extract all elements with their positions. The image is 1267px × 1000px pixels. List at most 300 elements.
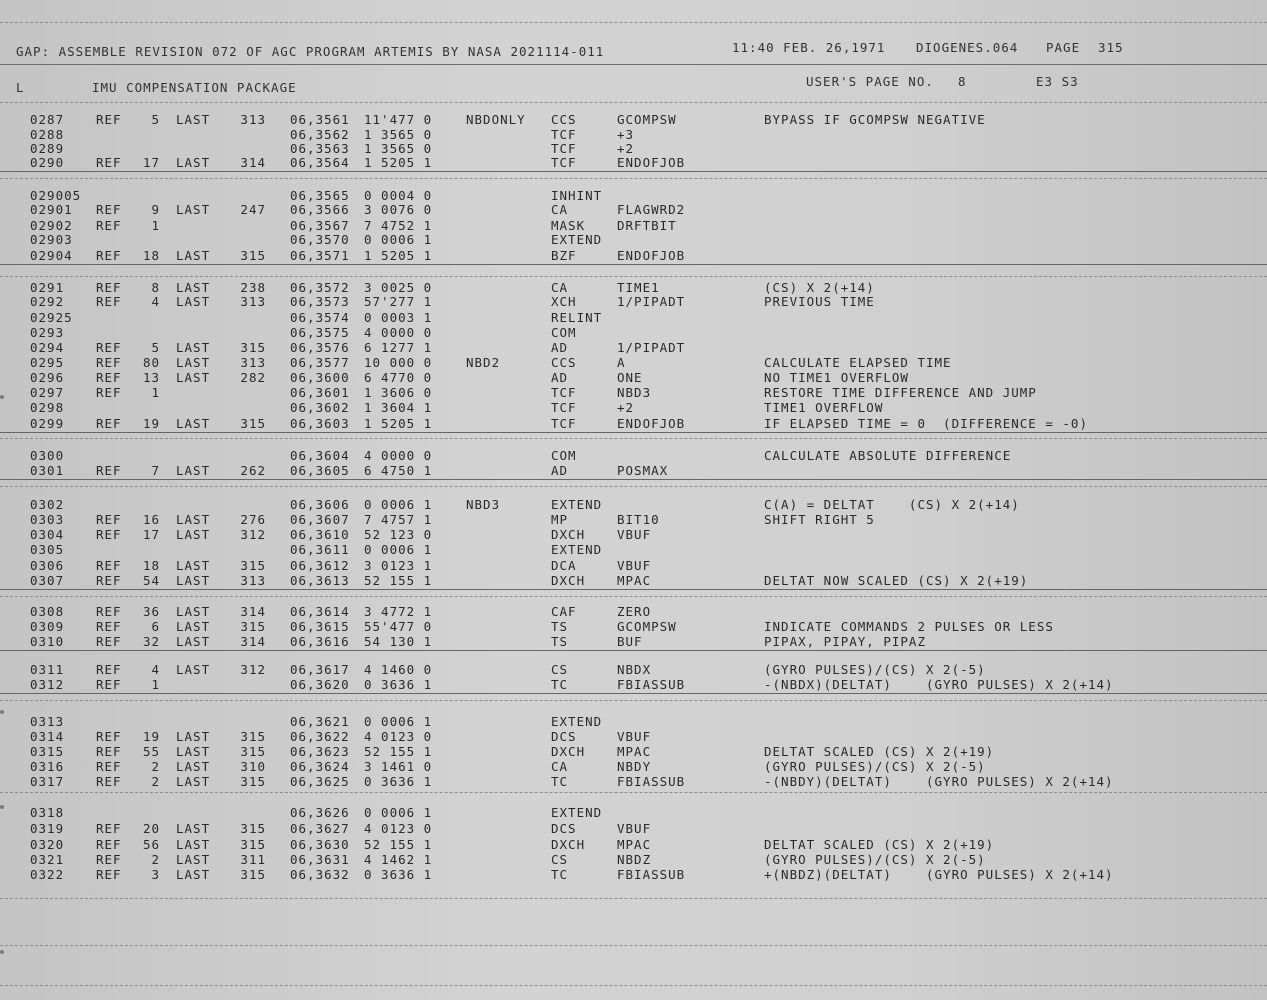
ref-count: 56 [142, 837, 160, 852]
octal-word: 0 0006 1 [364, 232, 433, 247]
operand: MPAC [617, 573, 652, 588]
memory-address: 06,3567 [290, 218, 350, 233]
listing-row [0, 416, 1267, 433]
last-keyword: LAST [176, 202, 211, 217]
line-number: 0298 [30, 400, 65, 415]
ref-keyword: REF [96, 759, 122, 774]
comment: DELTAT SCALED (CS) X 2(+19) [764, 744, 995, 759]
memory-address: 06,3630 [290, 837, 350, 852]
last-keyword: LAST [176, 662, 211, 677]
opcode: CA [551, 202, 569, 217]
opcode: RELINT [551, 310, 603, 325]
opcode: AD [551, 340, 569, 355]
opcode: CA [551, 280, 569, 295]
opcode: AD [551, 463, 569, 478]
line-number: 0295 [30, 355, 65, 370]
listing-row [0, 370, 1267, 386]
operand: +2 [617, 400, 635, 415]
ref-keyword: REF [96, 662, 122, 677]
octal-word: 52 155 1 [364, 837, 433, 852]
line-number: 0300 [30, 448, 65, 463]
octal-word: 7 4752 1 [364, 218, 433, 233]
operand: ENDOFJOB [617, 416, 686, 431]
octal-word: 10 000 0 [364, 355, 433, 370]
ref-count: 32 [142, 634, 160, 649]
memory-address: 06,3616 [290, 634, 350, 649]
ref-count: 2 [151, 852, 160, 867]
memory-address: 06,3621 [290, 714, 350, 729]
line-number: 0302 [30, 497, 65, 512]
ref-keyword: REF [96, 573, 122, 588]
memory-address: 06,3601 [290, 385, 350, 400]
users-page-label: USER'S PAGE NO. [806, 74, 934, 89]
memory-address: 06,3612 [290, 558, 350, 573]
comment: NO TIME1 OVERFLOW [764, 370, 909, 385]
opcode: TCF [551, 385, 577, 400]
opcode: CS [551, 662, 569, 677]
opcode: MP [551, 512, 569, 527]
listing-row [0, 202, 1267, 218]
memory-address: 06,3613 [290, 573, 350, 588]
listing-row [0, 232, 1267, 248]
ref-keyword: REF [96, 774, 122, 789]
last-page: 313 [240, 573, 266, 588]
paper-rule [0, 945, 1267, 946]
ref-count: 4 [151, 294, 160, 309]
line-number: 02925 [30, 310, 73, 325]
octal-word: 0 0003 1 [364, 310, 433, 325]
line-number: 02903 [30, 232, 73, 247]
octal-word: 6 1277 1 [364, 340, 433, 355]
line-number: 0299 [30, 416, 65, 431]
operand: A [617, 355, 626, 370]
operand: FBIASSUB [617, 774, 686, 789]
ref-count: 9 [151, 202, 160, 217]
ref-count: 19 [142, 729, 160, 744]
line-number: 0322 [30, 867, 65, 882]
octal-word: 3 1461 0 [364, 759, 433, 774]
last-keyword: LAST [176, 248, 211, 263]
listing-row [0, 112, 1267, 128]
memory-address: 06,3565 [290, 188, 350, 203]
memory-address: 06,3575 [290, 325, 350, 340]
paper-rule [0, 438, 1267, 439]
last-keyword: LAST [176, 759, 211, 774]
listing-row [0, 385, 1267, 401]
listing-row [0, 310, 1267, 326]
comment: RESTORE TIME DIFFERENCE AND JUMP [764, 385, 1037, 400]
line-number: 0288 [30, 127, 65, 142]
paper-rule [0, 700, 1267, 701]
memory-address: 06,3605 [290, 463, 350, 478]
comment: INDICATE COMMANDS 2 PULSES OR LESS [764, 619, 1054, 634]
comment: CALCULATE ABSOLUTE DIFFERENCE [764, 448, 1012, 463]
ref-keyword: REF [96, 112, 122, 127]
last-page: 315 [240, 837, 266, 852]
listing-row [0, 248, 1267, 265]
octal-word: 0 0006 1 [364, 805, 433, 820]
listing-row [0, 340, 1267, 356]
last-keyword: LAST [176, 370, 211, 385]
opcode: EXTEND [551, 542, 603, 557]
last-page: 314 [240, 634, 266, 649]
operand: 1/PIPADT [617, 294, 686, 309]
ref-count: 2 [151, 759, 160, 774]
operand: +3 [617, 127, 635, 142]
octal-word: 3 0123 1 [364, 558, 433, 573]
opcode: CAF [551, 604, 577, 619]
paper-rule [0, 276, 1267, 277]
memory-address: 06,3623 [290, 744, 350, 759]
paper-rule [0, 102, 1267, 103]
operand: FBIASSUB [617, 867, 686, 882]
comment: IF ELAPSED TIME = 0 (DIFFERENCE = -0) [764, 416, 1088, 431]
listing-row [0, 729, 1267, 745]
octal-word: 4 0000 0 [364, 325, 433, 340]
octal-word: 4 0123 0 [364, 729, 433, 744]
last-page: 247 [240, 202, 266, 217]
memory-address: 06,3624 [290, 759, 350, 774]
line-number: 0301 [30, 463, 65, 478]
octal-word: 6 4770 0 [364, 370, 433, 385]
memory-address: 06,3626 [290, 805, 350, 820]
last-page: 315 [240, 867, 266, 882]
paper-rule [0, 486, 1267, 487]
opcode: CCS [551, 355, 577, 370]
comment: (GYRO PULSES)/(CS) X 2(-5) [764, 662, 986, 677]
last-page: 312 [240, 662, 266, 677]
line-number: 0289 [30, 141, 65, 156]
listing-user: DIOGENES.064 [916, 40, 1019, 55]
memory-address: 06,3573 [290, 294, 350, 309]
opcode: DCS [551, 821, 577, 836]
octal-word: 4 1460 0 [364, 662, 433, 677]
ref-count: 1 [151, 677, 160, 692]
ref-count: 7 [151, 463, 160, 478]
ref-keyword: REF [96, 604, 122, 619]
listing-row [0, 294, 1267, 310]
listing-row [0, 512, 1267, 528]
ref-keyword: REF [96, 677, 122, 692]
tractor-hole [0, 950, 4, 954]
last-page: 310 [240, 759, 266, 774]
memory-address: 06,3564 [290, 155, 350, 170]
opcode: CCS [551, 112, 577, 127]
memory-address: 06,3576 [290, 340, 350, 355]
opcode: COM [551, 448, 577, 463]
opcode: TCF [551, 416, 577, 431]
memory-address: 06,3631 [290, 852, 350, 867]
listing-row [0, 821, 1267, 837]
opcode: EXTEND [551, 714, 603, 729]
last-page: 313 [240, 355, 266, 370]
ref-keyword: REF [96, 155, 122, 170]
comment: CALCULATE ELAPSED TIME [764, 355, 952, 370]
listing-row [0, 558, 1267, 574]
octal-word: 57'277 1 [364, 294, 433, 309]
opcode: DXCH [551, 527, 586, 542]
listing-row [0, 463, 1267, 480]
ref-keyword: REF [96, 218, 122, 233]
memory-address: 06,3604 [290, 448, 350, 463]
operand: 1/PIPADT [617, 340, 686, 355]
opcode: MASK [551, 218, 586, 233]
last-page: 315 [240, 619, 266, 634]
opcode: CA [551, 759, 569, 774]
ref-count: 16 [142, 512, 160, 527]
last-page: 314 [240, 604, 266, 619]
last-page: 276 [240, 512, 266, 527]
octal-word: 55'477 0 [364, 619, 433, 634]
line-number: 0313 [30, 714, 65, 729]
paper-rule [0, 64, 1267, 65]
ref-count: 55 [142, 744, 160, 759]
line-number: 029005 [30, 188, 82, 203]
listing-row [0, 662, 1267, 678]
listing-row [0, 867, 1267, 883]
opcode: COM [551, 325, 577, 340]
memory-address: 06,3611 [290, 542, 350, 557]
last-page: 315 [240, 774, 266, 789]
line-number: 0311 [30, 662, 65, 677]
paper-rule [0, 792, 1267, 793]
octal-word: 0 0006 1 [364, 542, 433, 557]
opcode: TC [551, 677, 569, 692]
opcode: TS [551, 619, 569, 634]
memory-address: 06,3614 [290, 604, 350, 619]
memory-address: 06,3610 [290, 527, 350, 542]
last-keyword: LAST [176, 852, 211, 867]
ref-count: 2 [151, 774, 160, 789]
comment: (GYRO PULSES)/(CS) X 2(-5) [764, 852, 986, 867]
opcode: DCS [551, 729, 577, 744]
last-keyword: LAST [176, 774, 211, 789]
octal-word: 0 3636 1 [364, 677, 433, 692]
listing-row [0, 325, 1267, 341]
listing-row [0, 355, 1267, 371]
octal-word: 6 4750 1 [364, 463, 433, 478]
last-keyword: LAST [176, 527, 211, 542]
ref-count: 5 [151, 340, 160, 355]
line-number: 0317 [30, 774, 65, 789]
opcode: BZF [551, 248, 577, 263]
paper-rule [0, 22, 1267, 23]
ref-keyword: REF [96, 634, 122, 649]
listing-row [0, 759, 1267, 775]
ref-count: 54 [142, 573, 160, 588]
listing-row [0, 677, 1267, 694]
listing-timestamp: 11:40 FEB. 26,1971 [732, 40, 886, 55]
ref-count: 4 [151, 662, 160, 677]
operand: BUF [617, 634, 643, 649]
octal-word: 0 3636 1 [364, 774, 433, 789]
memory-address: 06,3561 [290, 112, 350, 127]
last-keyword: LAST [176, 619, 211, 634]
octal-word: 3 0025 0 [364, 280, 433, 295]
comment: TIME1 OVERFLOW [764, 400, 884, 415]
line-number: 0287 [30, 112, 65, 127]
octal-word: 0 0006 1 [364, 714, 433, 729]
paper-rule [0, 178, 1267, 179]
listing-row [0, 852, 1267, 868]
line-number: 0291 [30, 280, 65, 295]
line-number: 0307 [30, 573, 65, 588]
code-label: NBD3 [466, 497, 501, 512]
ref-count: 5 [151, 112, 160, 127]
memory-address: 06,3606 [290, 497, 350, 512]
last-page: 238 [240, 280, 266, 295]
line-number: 02902 [30, 218, 73, 233]
memory-address: 06,3625 [290, 774, 350, 789]
line-number: 0304 [30, 527, 65, 542]
code-label: NBD2 [466, 355, 501, 370]
ref-keyword: REF [96, 744, 122, 759]
ref-keyword: REF [96, 558, 122, 573]
line-number: 0314 [30, 729, 65, 744]
last-page: 315 [240, 340, 266, 355]
listing-row [0, 527, 1267, 543]
code-label: NBDONLY [466, 112, 526, 127]
line-number: 0306 [30, 558, 65, 573]
line-number: 0319 [30, 821, 65, 836]
listing-row [0, 714, 1267, 730]
opcode: TCF [551, 127, 577, 142]
section-marker: L [16, 80, 25, 95]
last-page: 282 [240, 370, 266, 385]
memory-address: 06,3617 [290, 662, 350, 677]
last-keyword: LAST [176, 604, 211, 619]
octal-word: 3 0076 0 [364, 202, 433, 217]
ref-count: 18 [142, 248, 160, 263]
opcode: XCH [551, 294, 577, 309]
line-number: 0321 [30, 852, 65, 867]
listing-row [0, 805, 1267, 821]
ref-count: 6 [151, 619, 160, 634]
ref-keyword: REF [96, 340, 122, 355]
opcode: EXTEND [551, 805, 603, 820]
memory-address: 06,3577 [290, 355, 350, 370]
operand: ONE [617, 370, 643, 385]
page-label: PAGE [1046, 40, 1081, 55]
line-number: 0292 [30, 294, 65, 309]
opcode: DXCH [551, 837, 586, 852]
listing-row [0, 400, 1267, 416]
last-keyword: LAST [176, 280, 211, 295]
comment: BYPASS IF GCOMPSW NEGATIVE [764, 112, 986, 127]
listing-row [0, 837, 1267, 853]
octal-word: 3 4772 1 [364, 604, 433, 619]
listing-row [0, 448, 1267, 464]
ref-count: 1 [151, 218, 160, 233]
octal-word: 1 3606 0 [364, 385, 433, 400]
ref-count: 8 [151, 280, 160, 295]
operand: VBUF [617, 821, 652, 836]
line-number: 0310 [30, 634, 65, 649]
ref-keyword: REF [96, 385, 122, 400]
operand: FLAGWRD2 [617, 202, 686, 217]
operand: BIT10 [617, 512, 660, 527]
listing-row [0, 619, 1267, 635]
listing-row [0, 604, 1267, 620]
operand: MPAC [617, 744, 652, 759]
operand: FBIASSUB [617, 677, 686, 692]
listing-title: GAP: ASSEMBLE REVISION 072 OF AGC PROGRAM ARTEMIS BY NASA 2021114-011 [16, 44, 605, 59]
octal-word: 4 0000 0 [364, 448, 433, 463]
ref-count: 1 [151, 385, 160, 400]
last-keyword: LAST [176, 837, 211, 852]
last-keyword: LAST [176, 512, 211, 527]
octal-word: 7 4757 1 [364, 512, 433, 527]
operand: NBDX [617, 662, 652, 677]
line-number: 0296 [30, 370, 65, 385]
opcode: TS [551, 634, 569, 649]
memory-address: 06,3570 [290, 232, 350, 247]
memory-address: 06,3600 [290, 370, 350, 385]
operand: MPAC [617, 837, 652, 852]
octal-word: 4 1462 1 [364, 852, 433, 867]
listing-row [0, 497, 1267, 513]
last-page: 315 [240, 744, 266, 759]
ref-keyword: REF [96, 355, 122, 370]
last-keyword: LAST [176, 155, 211, 170]
ref-keyword: REF [96, 821, 122, 836]
octal-word: 1 3565 0 [364, 127, 433, 142]
octal-word: 1 5205 1 [364, 416, 433, 431]
comment: +(NBDZ)(DELTAT) (GYRO PULSES) X 2(+14) [764, 867, 1114, 882]
octal-word: 1 5205 1 [364, 155, 433, 170]
last-keyword: LAST [176, 634, 211, 649]
operand: ZERO [617, 604, 652, 619]
octal-word: 1 3565 0 [364, 141, 433, 156]
line-number: 0312 [30, 677, 65, 692]
memory-address: 06,3622 [290, 729, 350, 744]
line-number: 0297 [30, 385, 65, 400]
operand: NBD3 [617, 385, 652, 400]
line-number: 02904 [30, 248, 73, 263]
section-code: E3 S3 [1036, 74, 1079, 89]
octal-word: 52 155 1 [364, 744, 433, 759]
line-number: 0294 [30, 340, 65, 355]
listing-row [0, 744, 1267, 760]
ref-count: 3 [151, 867, 160, 882]
ref-keyword: REF [96, 202, 122, 217]
memory-address: 06,3632 [290, 867, 350, 882]
ref-keyword: REF [96, 512, 122, 527]
ref-count: 20 [142, 821, 160, 836]
opcode: INHINT [551, 188, 603, 203]
last-page: 313 [240, 294, 266, 309]
last-page: 314 [240, 155, 266, 170]
paper-rule [0, 985, 1267, 986]
listing-row [0, 573, 1267, 590]
operand: DRFTBIT [617, 218, 677, 233]
last-keyword: LAST [176, 416, 211, 431]
line-number: 0315 [30, 744, 65, 759]
page-number: 315 [1098, 40, 1124, 55]
comment: PIPAX, PIPAY, PIPAZ [764, 634, 926, 649]
last-keyword: LAST [176, 744, 211, 759]
listing-row [0, 774, 1267, 790]
operand: NBDZ [617, 852, 652, 867]
users-page-number: 8 [958, 74, 967, 89]
ref-keyword: REF [96, 463, 122, 478]
octal-word: 0 0004 0 [364, 188, 433, 203]
octal-word: 54 130 1 [364, 634, 433, 649]
ref-keyword: REF [96, 527, 122, 542]
memory-address: 06,3607 [290, 512, 350, 527]
operand: TIME1 [617, 280, 660, 295]
ref-count: 18 [142, 558, 160, 573]
